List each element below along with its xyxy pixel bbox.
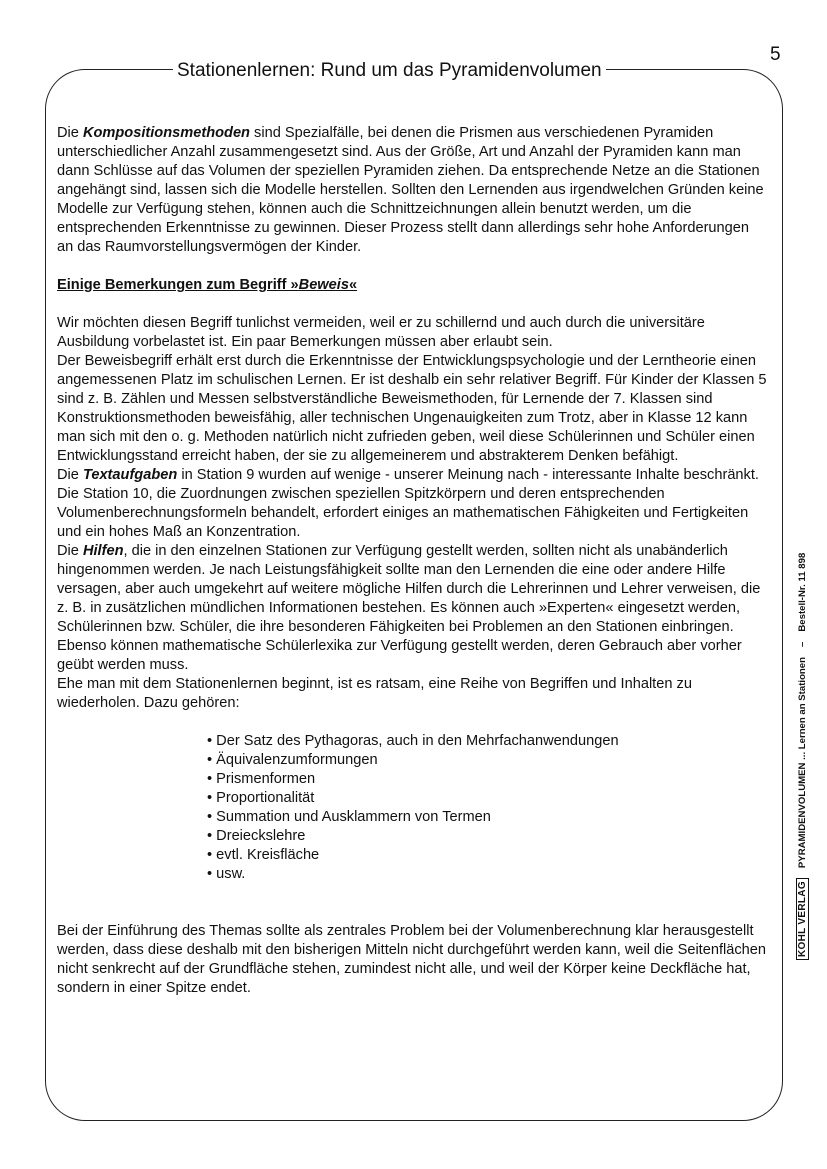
paragraph-kompositionsmethoden: [57, 124, 769, 257]
paragraph-beweisbegriff: Der Beweisbegriff erhält erst durch die Erkenntnisse der Entwicklungspsychologie und der Lerntheorie einen angemessenen Platz im schulischen Lernen. Er ist deshalb ein sehr relativer Begriff. Für Kinder der Klassen 5 sind z. B. Zählen und Messen selbstverständliche Beweismethoden, für Lernende der 7. Klassen sind Konstruktionsmethoden beweisfähig, aller technischen Ungenauigkeiten zum Trotz, aber in Klasse 12 kann man sich mit den o. g. Methoden natürlich nicht zufrieden geben, weil diese Schülerinnen und Schüler einen Entwicklungsstand erreicht haben, der sie zu allgemeinerem und abstrakterem Denken befähigt.: [57, 353, 767, 464]
paragraph-wiederholen: Ehe man mit dem Stationenlernen beginnt, ist es ratsam, eine Reihe von Begriffen und Inhalten zu wiederholen. Dazu gehören:: [57, 676, 692, 711]
section-heading: [57, 276, 769, 295]
list-item: • Prismenformen: [207, 771, 316, 787]
paragraph-station-10: Die Station 10, die Zuordnungen zwischen speziellen Spitzkörpern und deren entsprechenden Volumenberechnungsformeln behandelt, erfordert einiges an mathematischen Fähigkeiten und Fertigkeiten und ein hohes Maß an Konzentration.: [57, 486, 749, 540]
publisher-logo: KOHL VERLAG: [796, 878, 809, 960]
text-fragment: in Station 9 wurden auf wenige - unserer Meinung nach - interessante Inhalte beschränkt.: [177, 467, 759, 483]
term-hilfen: Hilfen: [82, 543, 124, 559]
list-item: • Äquivalenzumformungen: [207, 752, 378, 768]
text-fragment: , die in den einzelnen Stationen zur Verfügung gestellt werden, sollten nicht als unabänderlich hingenommen werden. Je nach Leistungsfähigkeit sollte man den Lernenden die eine oder andere Hilfe versagen, aber auch umgekehrt auf weitere mögliche Hilfen durch die Lehrerinnen und Lehrer verweisen, die z. B. in zusätzlichen mündlichen Informationen bestehen. Es können auch »Experten« eingesetzt werden, Schülerinnen bzw. Schüler, die ihre besonderen Fähigkeiten bei Problemen an den Stationen einbringen. Ebenso können mathematische Schülerlexika zur Verfügung gestellt werden, deren Gebrauch aber vorher geübt werden muss.: [57, 543, 761, 673]
text-fragment: Die: [57, 125, 83, 141]
paragraph-begriff: Wir möchten diesen Begriff tunlichst vermeiden, weil er zu schillernd und auch durch die universitäre Ausbildung vorbelastet ist. Ein paar Bemerkungen müssen aber erlaubt sein.: [57, 315, 705, 350]
page-title: Stationenlernen: Rund um das Pyramidenvolumen: [173, 59, 606, 83]
order-number: Bestell-Nr. 11 898: [797, 552, 808, 632]
heading-term: Beweis: [298, 277, 349, 293]
paragraph-textaufgaben: [57, 466, 769, 485]
topic-list: [207, 732, 769, 884]
list-item: • Dreieckslehre: [207, 828, 306, 844]
text-fragment: Die: [57, 543, 83, 559]
heading-text: Einige Bemerkungen zum Begriff »: [57, 277, 299, 293]
term-textaufgaben: Textaufgaben: [82, 467, 178, 483]
heading-close: «: [348, 277, 358, 293]
list-item: • Proportionalität: [207, 790, 315, 806]
list-item: • usw.: [207, 866, 246, 882]
paragraph-hilfen: [57, 542, 769, 675]
list-item: • Summation und Ausklammern von Termen: [207, 809, 491, 825]
body-text: [57, 124, 769, 998]
separator: –: [797, 641, 808, 647]
text-fragment: sind Spezialfälle, bei denen die Prismen aus verschiedenen Pyramiden unterschiedlicher Anzahl zusammengesetzt sind. Aus der Größe, Art und Anzahl der Pyramiden kann man dann Schlüsse auf das Volumen der speziellen Pyramiden ziehen. Da entsprechende Netze an die Stationen angehängt sind, lassen sich die Modelle herstellen. Sollten den Lernenden aus irgendwelchen Gründen keine Modelle zur Verfügung stehen, können auch die Schnittzeichnungen allein benutzt werden, um die entsprechenden Erkenntnisse zu gewinnen. Dieser Prozess stellt dann allerdings sehr hohe Anforderungen an das Raumvorstellungsvermögen der Kinder.: [57, 125, 764, 255]
list-item: • evtl. Kreisfläche: [207, 847, 320, 863]
text-fragment: Die: [57, 467, 83, 483]
list-item: • Der Satz des Pythagoras, auch in den Mehrfachanwendungen: [207, 733, 619, 749]
page-number: 5: [770, 44, 781, 65]
term-kompositionsmethoden: Kompositionsmethoden: [82, 125, 250, 141]
paragraph-einfuehrung: Bei der Einführung des Themas sollte als zentrales Problem bei der Volumenberechnung klar herausgestellt werden, dass diese deshalb mit den bisherigen Mitteln nicht durchgeführt werden kann, weil die Seitenflächen nicht senkrecht auf der Grundfläche stehen, zumindest nicht alle, und weil der Körper keine Deckfläche hat, sondern in einer Spitze endet.: [57, 923, 767, 996]
series-title: PYRAMIDENVOLUMEN ... Lernen an Stationen: [797, 657, 808, 869]
